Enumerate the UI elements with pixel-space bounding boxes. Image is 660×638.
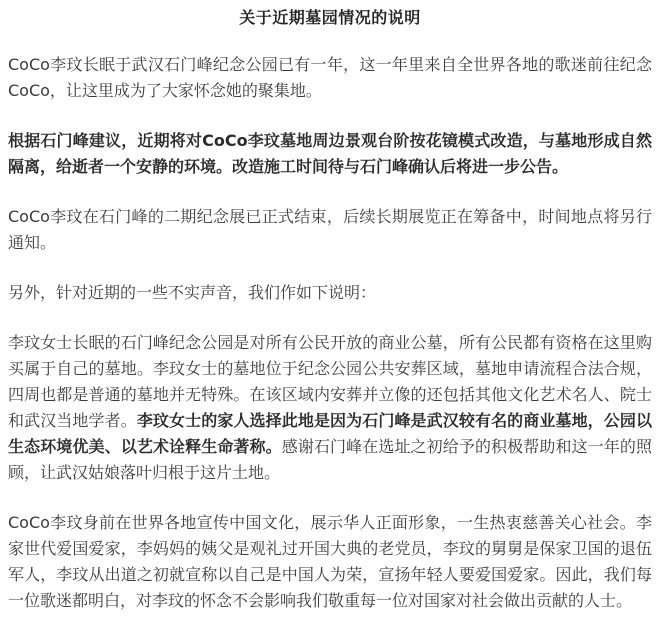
document-title: 关于近期墓园情况的说明 — [239, 8, 421, 27]
paragraph-exhibition: CoCo李玟在石门峰的二期纪念展已正式结束，后续长期展览正在筹备中，时间地点将另行通知。 — [8, 207, 652, 252]
cemetery-choice-reason: 李玟女士的家人选择此地是因为石门峰是武汉较有名的商业墓地，公园以生态环境优美、以艺术诠释生命著称。 — [8, 411, 652, 456]
cemetery-thanks-text: 感谢石门峰在选址之初给予的积极帮助和这一年的照顾，让武汉姑娘落叶归根于这片土地。 — [8, 437, 652, 482]
paragraph-family-patriotism: CoCo李玟身前在世界各地宣传中国文化，展示华人正面形象，一生热衷慈善关心社会。李家世代爱国爱家，李妈妈的姨父是观礼过开国大典的老党员，李玟的舅舅是保家卫国的退伍军人，李玟从出道之初就宣称以自己是中国人为荣，宣扬年轻人要爱国爱家。因此，我们每一位歌迷都明白，对李玟的怀念不会影响我们敬重每一位对国家对社会做出贡献的人士。 — [8, 513, 652, 610]
cemetery-details-text: 李玟女士长眠的石门峰纪念公园是对所有公民开放的商业公墓，所有公民都有资格在这里购买属于自己的墓地。李玟女士的墓地位于纪念公园公共安葬区域，墓地申请流程合法合规，四周也都是普通的墓地并无特殊。在该区域内安葬并立像的还包括其他文化艺术名人、院士和武汉当地学者。 — [8, 333, 652, 430]
paragraph-clarification-intro: 另外，针对近期的一些不实声音，我们作如下说明： — [8, 283, 377, 302]
paragraph-renovation-notice: 根据石门峰建议，近期将对CoCo李玟墓地周边景观台阶按花镜模式改造，与墓地形成自然隔离，给逝者一个安静的环境。改造施工时间待与石门峰确认后将进一步公告。 — [8, 131, 652, 176]
paragraph-cemetery-details — [8, 330, 652, 486]
paragraph-memorial-intro: CoCo李玟长眠于武汉石门峰纪念公园已有一年，这一年里来自全世界各地的歌迷前往纪念CoCo，让这里成为了大家怀念她的聚集地。 — [8, 55, 652, 100]
